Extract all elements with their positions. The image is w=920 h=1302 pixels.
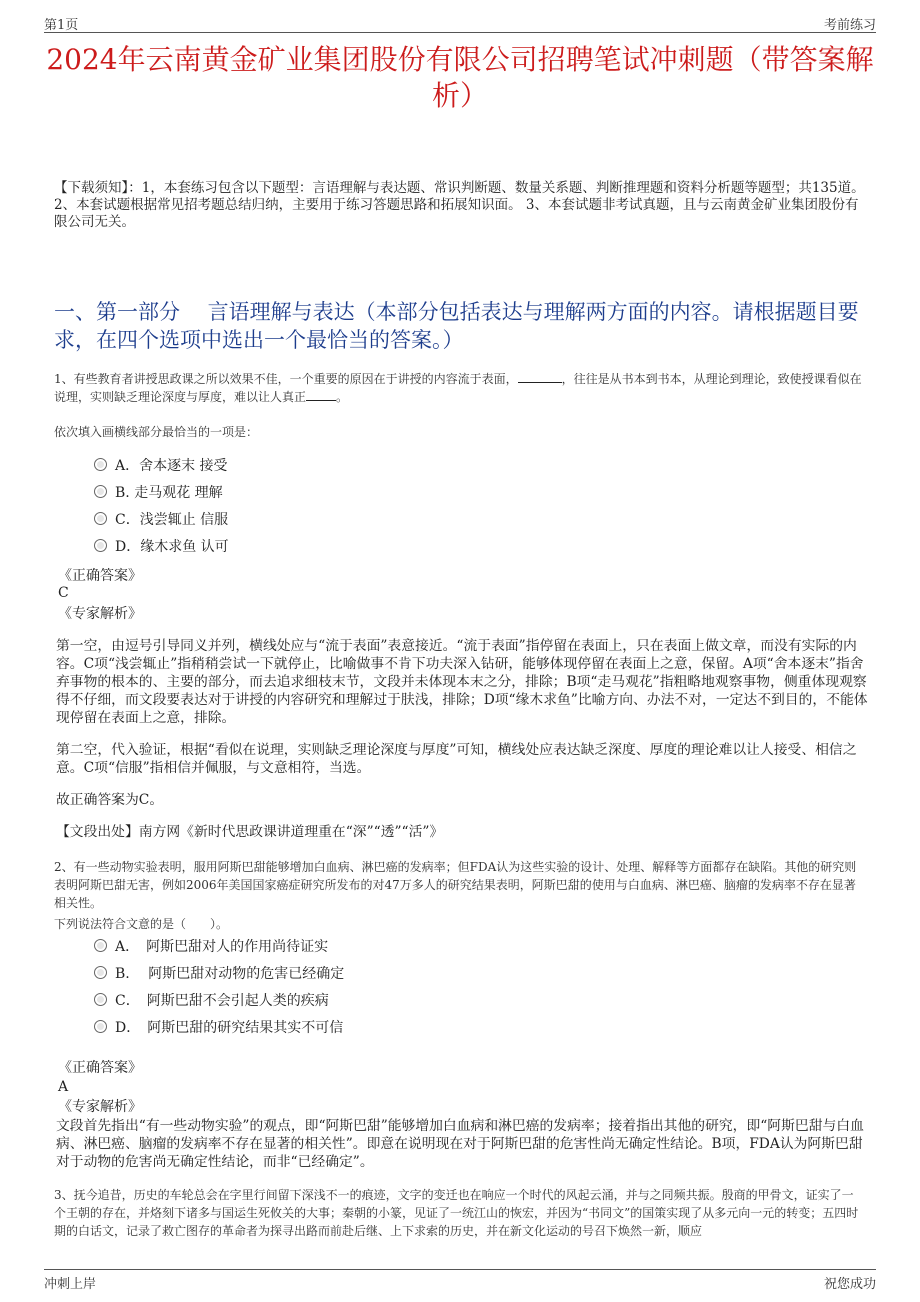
radio-icon[interactable] xyxy=(94,458,107,471)
question-1-text: 1、有些教育者讲授思政课之所以效果不佳，一个重要的原因在于讲授的内容流于表面， ，往往是从书本到书本，从理论到理论，致使授课看似在说理，实则缺乏理论深度与厚度，难以让人真正 。 xyxy=(54,372,862,404)
q2-analysis-label: 《专家解析》 xyxy=(58,1099,142,1115)
radio-icon[interactable] xyxy=(94,1020,107,1033)
radio-icon[interactable] xyxy=(94,939,107,952)
fill-blank-1 xyxy=(518,370,562,383)
q1-option-b[interactable]: B. 走马观花 理解 xyxy=(94,483,223,503)
page-header xyxy=(44,12,876,33)
footer-right: 祝您成功 xyxy=(823,1277,876,1292)
download-notice: 【下载须知】：1，本套练习包含以下题型：言语理解与表达题、常识判断题、数量关系题、判断推理题和资料分析题等题型；共135道。 2、本套试题根据常见招考题总结归纳，主要用于练习答题思路和拓展知识面。 3、本套试题非考试真题，且与云南黄金矿业集团股份有限公司无关。 xyxy=(54,180,865,230)
q1-answer: C xyxy=(58,585,69,601)
footer-left: 冲刺上岸 xyxy=(44,1277,97,1292)
q1-analysis-para-1: 第一空，由逗号引导同义并列，横线处应与“流于表面”表意接近。“流于表面”指停留在表面上，只在表面上做文章，而没有实际的内容。C项“浅尝辄止”指稍稍尝试一下就停止，比喻做事不肯下功夫深入钻研，能够体现停留在表面上之意，保留。A项“舍本逐末”指舍弃事物的根本的、主要的部分，而去追求细枝末节，文段并未体现本末之分，排除；B项“走马观花”指粗略地观察事物，侧重体现观察得不仔细，而文段要表达对于讲授的内容研究和理解过于肤浅，排除；D项“缘木求鱼”比喻方向、办法不对，一定达不到目的，不能体现停留在表面上之意，排除。 xyxy=(56,638,868,726)
q2-answer: A xyxy=(58,1079,69,1095)
q1-answer-label: 《正确答案》 xyxy=(58,568,142,584)
q1-option-a[interactable]: A．舍本逐末 接受 xyxy=(94,456,228,476)
radio-icon[interactable] xyxy=(94,993,107,1006)
radio-icon[interactable] xyxy=(94,966,107,979)
fill-blank-2 xyxy=(306,388,336,401)
q2-option-a[interactable]: A． 阿斯巴甜对人的作用尚待证实 xyxy=(94,937,328,957)
radio-icon[interactable] xyxy=(94,539,107,552)
q2-option-c[interactable]: C． 阿斯巴甜不会引起人类的疾病 xyxy=(94,991,329,1011)
q2-option-b[interactable]: B. 阿斯巴甜对动物的危害已经确定 xyxy=(94,964,344,984)
q1-analysis-label: 《专家解析》 xyxy=(58,606,142,622)
question-3-text: 3、抚今追昔，历史的车轮总会在字里行间留下深浅不一的痕迹，文字的变迁也在响应一个时代的风起云涌，并与之同频共振。殷商的甲骨文，证实了一个王朝的存在，并烙刻下诸多与国运生死攸关的大事；秦朝的小篆，见证了一统江山的恢宏，并因为“书同文”的国策实现了从多元向一元的转变；五四时期的白话文，记录了救亡图存的革命者为探寻出路而前赴后继、上下求索的历史，并在新文化运动的号召下焕然一新，顺应 xyxy=(54,1188,859,1238)
section-heading: 一、第一部分 言语理解与表达（本部分包括表达与理解两方面的内容。请根据题目要求，在四个选项中选出一个最恰当的答案。） xyxy=(54,300,859,352)
q1-analysis-para-2: 第二空，代入验证，根据“看似在说理，实则缺乏理论深度与厚度”可知，横线处应表达缺乏深度、厚度的理论难以让人接受、相信之意。C项“信服”指相信并佩服，与文意相符，当选。 xyxy=(56,742,857,776)
q1-option-c[interactable]: C．浅尝辄止 信服 xyxy=(94,510,228,530)
question-1-prompt: 依次填入画横线部分最恰当的一项是： xyxy=(54,425,259,439)
question-2-prompt: 下列说法符合文意的是（ ）。 xyxy=(54,917,229,931)
q1-source: 【文段出处】南方网《新时代思政课讲道理重在“深”“透”“活”》 xyxy=(56,824,444,840)
q2-answer-label: 《正确答案》 xyxy=(58,1060,142,1076)
q1-analysis-para-3: 故正确答案为C。 xyxy=(56,792,164,808)
q2-option-d[interactable]: D． 阿斯巴甜的研究结果其实不可信 xyxy=(94,1018,343,1038)
question-2-text: 2、有一些动物实验表明，服用阿斯巴甜能够增加白血病、淋巴癌的发病率；但FDA认为这些实验的设计、处理、解释等方面都存在缺陷。其他的研究则表明阿斯巴甜无害，例如2006年美国国家癌症研究所发布的对47万多人的研究结果表明，阿斯巴甜的使用与白血病、淋巴癌、脑瘤的发病率不存在显著相关性。 xyxy=(54,860,857,910)
page-number: 第1页 xyxy=(44,18,79,33)
q1-option-d[interactable]: D．缘木求鱼 认可 xyxy=(94,537,229,557)
header-tag: 考前练习 xyxy=(823,18,876,33)
radio-icon[interactable] xyxy=(94,485,107,498)
radio-icon[interactable] xyxy=(94,512,107,525)
document-title: 2024年云南黄金矿业集团股份有限公司招聘笔试冲刺题（带答案解析） xyxy=(46,43,874,112)
q2-analysis: 文段首先指出“有一些动物实验”的观点，即“阿斯巴甜”能够增加白血病和淋巴癌的发病率；接着指出其他的研究，即“阿斯巴甜与白血病、淋巴癌、脑瘤的发病率不存在显著的相关性”。即意在说明现在对于阿斯巴甜的危害性尚无确定性结论。B项，FDA认为阿斯巴甜对于动物的危害尚无确定性结论，而非“已经确定”。 xyxy=(56,1118,864,1170)
page-footer xyxy=(44,1269,876,1290)
